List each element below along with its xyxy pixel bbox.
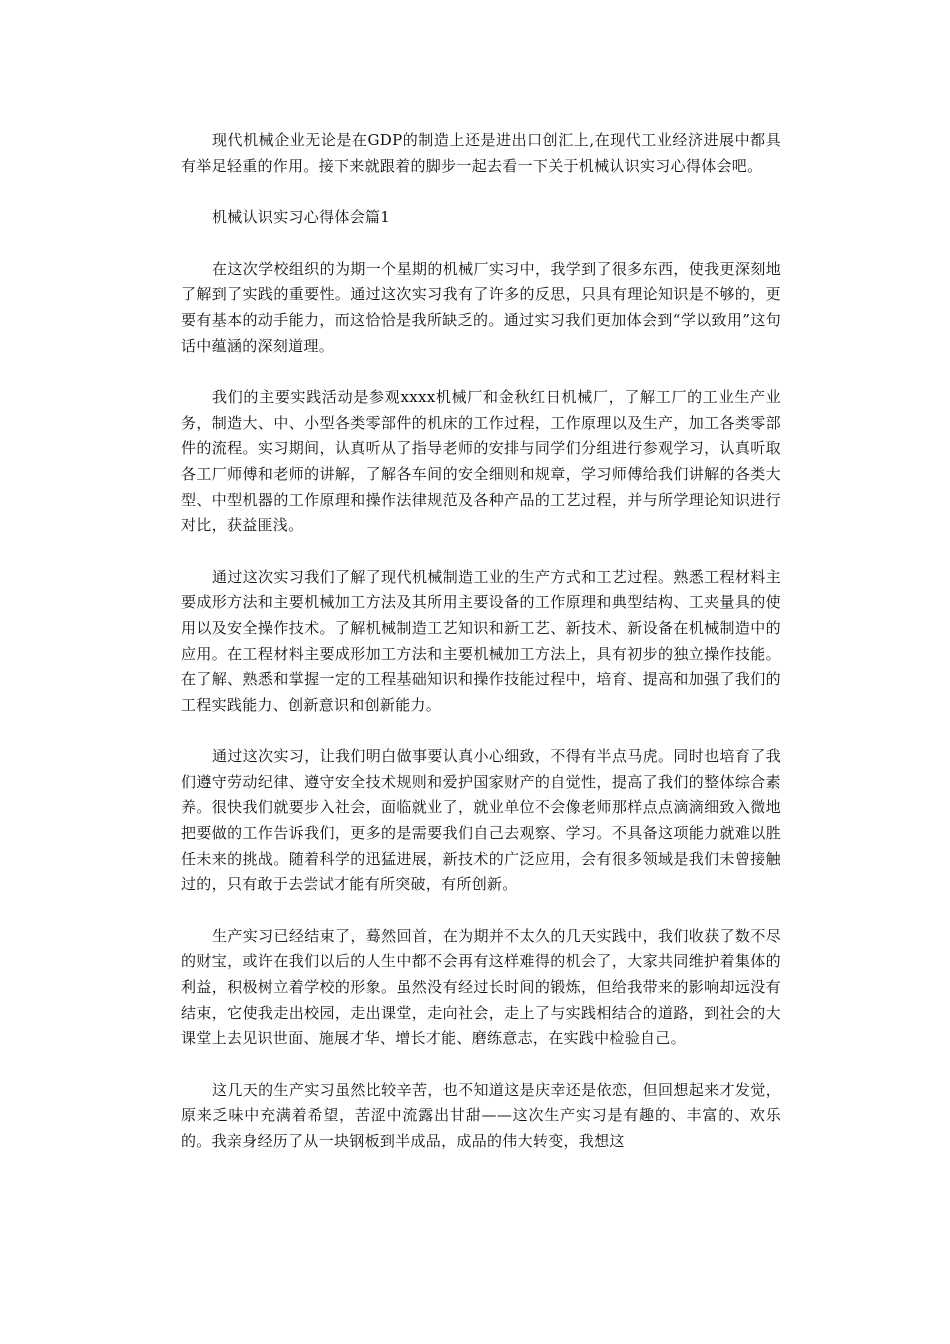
body-paragraph-3: 通过这次实习我们了解了现代机械制造工业的生产方式和工艺过程。熟悉工程材料主要成形方法和主要机械加工方法及其所用主要设备的工作原理和典型结构、工夹量具的使用以及安全操作技术。了解机械制造工艺知识和新工艺、新技术、新设备在机械制造中的应用。在工程材料主要成形加工方法和主要机械加工方法上，具有初步的独立操作技能。在了解、熟悉和掌握一定的工程基础知识和操作技能过程中，培育、提高和加强了我们的工程实践能力、创新意识和创新能力。 [181,567,781,714]
body-paragraph-5: 生产实习已经结束了，蓦然回首，在为期并不太久的几天实践中，我们收获了数不尽的财宝，或许在我们以后的人生中都不会再有这样难得的机会了，大家共同维护着集体的利益，积极树立着学校的形象。虽然没有经过长时间的锻炼，但给我带来的影响却远没有结束，它使我走出校园，走出课堂，走向社会，走上了与实践相结合的道路，到社会的大课堂上去见识世面、施展才华、增长才能、磨练意志，在实践中检验自己。 [181,926,781,1048]
body-paragraph-6: 这几天的生产实习虽然比较辛苦，也不知道这是庆幸还是依恋，但回想起来才发觉，原来乏味中充满着希望，苦涩中流露出甘甜——这次生产实习是有趣的、丰富的、欢乐的。我亲身经历了从一块钢板到半成品，成品的伟大转变，我想这 [181,1080,781,1150]
body-paragraph-1: 在这次学校组织的为期一个星期的机械厂实习中，我学到了很多东西，使我更深刻地了解到了实践的重要性。通过这次实习我有了许多的反思，只具有理论知识是不够的，更要有基本的动手能力，而这恰恰是我所缺乏的。通过实习我们更加体会到“学以致用”这句话中蕴涵的深刻道理。 [181,259,781,355]
section-title: 机械认识实习心得体会篇1 [212,208,391,227]
intro-paragraph: 现代机械企业无论是在GDP的制造上还是进出口创汇上,在现代工业经济进展中都具有举足轻重的作用。接下来就跟着的脚步一起去看一下关于机械认识实习心得体会吧。 [181,131,781,175]
body-paragraph-4: 通过这次实习，让我们明白做事要认真小心细致，不得有半点马虎。同时也培育了我们遵守劳动纪律、遵守安全技术规则和爱护国家财产的自觉性，提高了我们的整体综合素养。很快我们就要步入社会，面临就业了，就业单位不会像老师那样点点滴滴细致入微地把要做的工作告诉我们，更多的是需要我们自己去观察、学习。不具备这项能力就难以胜任未来的挑战。随着科学的迅猛进展，新技术的广泛应用，会有很多领域是我们未曾接触过的，只有敢于去尝试才能有所突破，有所创新。 [181,747,781,894]
document-body [181,128,781,1181]
body-paragraph-2: 我们的主要实践活动是参观xxxx机械厂和金秋红日机械厂，了解工厂的工业生产业务，制造大、中、小型各类零部件的机床的工作过程，工作原理以及生产，加工各类零部件的流程。实习期间，认真听从了指导老师的安排与同学们分组进行参观学习，认真听取各工厂师傅和老师的讲解，了解各车间的安全细则和规章，学习师傅给我们讲解的各类大型、中型机器的工作原理和操作法律规范及各种产品的工艺过程，并与所学理论知识进行对比，获益匪浅。 [181,388,781,535]
